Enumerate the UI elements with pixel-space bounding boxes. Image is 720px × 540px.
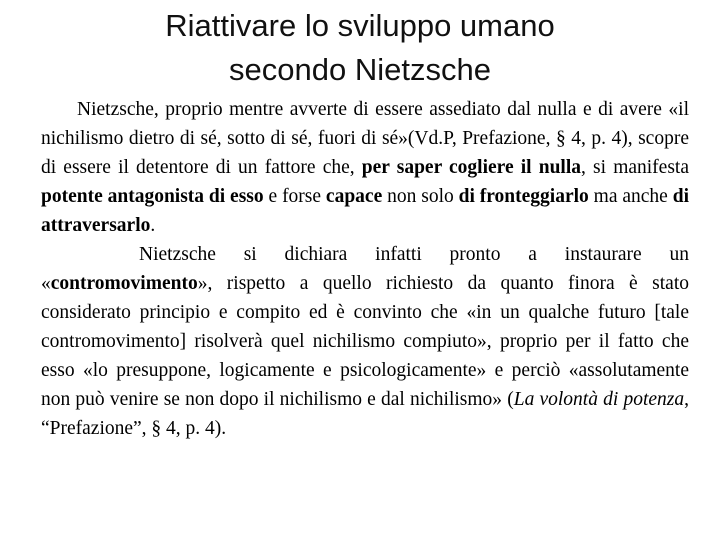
- p2-bold-1: contromovimento: [50, 273, 198, 294]
- title-line-2: secondo Nietzsche: [229, 52, 491, 87]
- p1-text-2: , si manifesta: [581, 157, 689, 178]
- paragraph-2: [41, 240, 689, 443]
- title-line-1: Riattivare lo sviluppo umano: [165, 8, 555, 43]
- p1-bold-3: capace: [325, 186, 383, 207]
- p1-text-6: .: [150, 215, 156, 236]
- p2-italic-1: La volontà di potenza: [513, 389, 685, 410]
- paragraph-1: [41, 95, 689, 240]
- p1-bold-1: per saper cogliere il nulla: [361, 157, 582, 178]
- p2-text-1: Nietzsche si dichiara infatti pronto a instaurare un «: [41, 244, 689, 294]
- p1-text-4: non solo: [382, 186, 459, 207]
- p1-bold-4: di fronteggiarlo: [458, 186, 589, 207]
- p2-text-3: , “Prefazione”, § 4, p. 4).: [41, 389, 689, 439]
- p1-text-5: ma anche: [588, 186, 673, 207]
- p1-bold-2: potente antagonista di esso: [41, 186, 264, 207]
- slide-title: [0, 4, 720, 92]
- p1-bold-5: di attraversarlo: [41, 186, 689, 236]
- p1-text-3: e forse: [263, 186, 326, 207]
- p1-text-1: Nietzsche, proprio mentre avverte di essere assediato dal nulla e di avere «il nichilismo dietro di sé, sotto di sé, fuori di sé»(Vd.P, Prefazione, § 4, p. 4), scopre di essere il detentore di un fattore che,: [41, 99, 689, 178]
- slide-body: [41, 95, 689, 443]
- p2-text-2: », rispetto a quello richiesto da quanto finora è stato considerato principio e compito ed è convinto che «in un qualche futuro [tale contromovimento] risolverà quel nichilismo compiuto», proprio per il fatto che esso «lo presuppone, logicamente e psicologicamente» e perciò «assolutamente non può venire se non dopo il nichilismo e dal nichilismo» (: [41, 273, 689, 410]
